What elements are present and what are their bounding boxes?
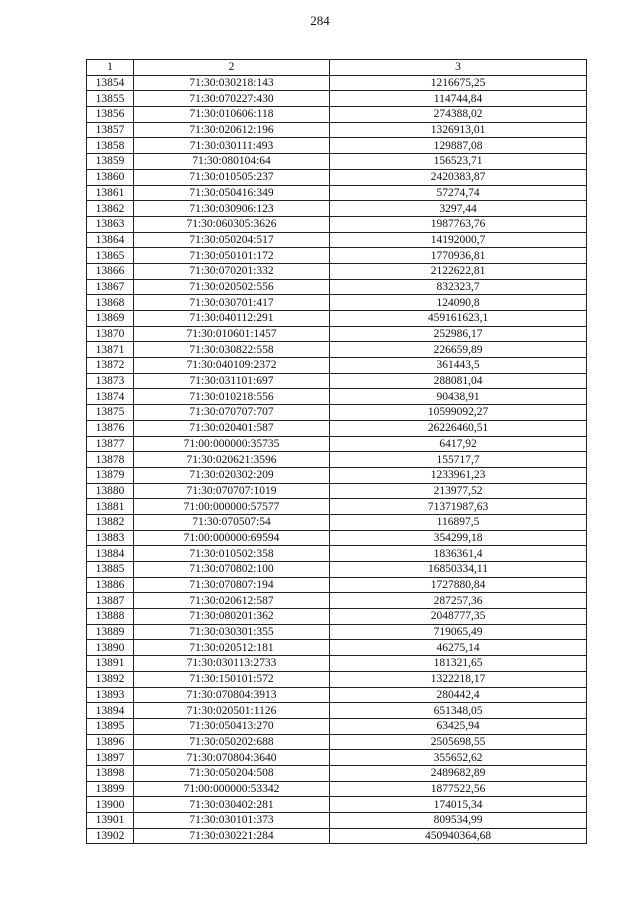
value-cell: 124090,8 <box>330 295 587 311</box>
table-row <box>87 75 587 91</box>
cadastral-number-cell: 71:30:070707:1019 <box>134 483 330 499</box>
value-cell: 213977,52 <box>330 483 587 499</box>
cadastral-number-cell: 71:30:020502:556 <box>134 279 330 295</box>
value-cell: 6417,92 <box>330 436 587 452</box>
table-row <box>87 765 587 781</box>
table-row <box>87 499 587 515</box>
table-row <box>87 389 587 405</box>
cadastral-number-cell: 71:30:030301:355 <box>134 624 330 640</box>
table-row <box>87 703 587 719</box>
value-cell: 156523,71 <box>330 154 587 170</box>
row-number-cell: 13879 <box>87 467 134 483</box>
table-row <box>87 405 587 421</box>
row-number-cell: 13877 <box>87 436 134 452</box>
row-number-cell: 13890 <box>87 640 134 656</box>
cadastral-number-cell: 71:30:010505:237 <box>134 169 330 185</box>
table-row <box>87 718 587 734</box>
table-row <box>87 640 587 656</box>
row-number-cell: 13889 <box>87 624 134 640</box>
table-row <box>87 671 587 687</box>
value-cell: 26226460,51 <box>330 420 587 436</box>
row-number-cell: 13873 <box>87 373 134 389</box>
row-number-cell: 13865 <box>87 248 134 264</box>
cadastral-number-cell: 71:30:070804:3640 <box>134 750 330 766</box>
value-cell: 1836361,4 <box>330 546 587 562</box>
table-row <box>87 546 587 562</box>
table-row <box>87 467 587 483</box>
value-cell: 90438,91 <box>330 389 587 405</box>
row-number-cell: 13892 <box>87 671 134 687</box>
row-number-cell: 13887 <box>87 593 134 609</box>
cadastral-number-cell: 71:30:020612:587 <box>134 593 330 609</box>
table-row <box>87 107 587 123</box>
cadastral-number-cell: 71:30:070227:430 <box>134 91 330 107</box>
row-number-cell: 13882 <box>87 514 134 530</box>
cadastral-number-cell: 71:00:000000:35735 <box>134 436 330 452</box>
row-number-cell: 13885 <box>87 562 134 578</box>
row-number-cell: 13886 <box>87 577 134 593</box>
row-number-cell: 13861 <box>87 185 134 201</box>
cadastral-number-cell: 71:30:030218:143 <box>134 75 330 91</box>
cadastral-number-cell: 71:00:000000:57577 <box>134 499 330 515</box>
value-cell: 274388,02 <box>330 107 587 123</box>
cadastral-number-cell: 71:30:031101:697 <box>134 373 330 389</box>
value-cell: 832323,7 <box>330 279 587 295</box>
table-row <box>87 358 587 374</box>
row-number-cell: 13868 <box>87 295 134 311</box>
cadastral-number-cell: 71:30:030113:2733 <box>134 656 330 672</box>
cadastral-number-cell: 71:30:010601:1457 <box>134 326 330 342</box>
row-number-cell: 13855 <box>87 91 134 107</box>
row-number-cell: 13875 <box>87 405 134 421</box>
value-cell: 2048777,35 <box>330 609 587 625</box>
table-row <box>87 201 587 217</box>
value-cell: 809534,99 <box>330 813 587 829</box>
cadastral-number-cell: 71:30:030822:558 <box>134 342 330 358</box>
value-cell: 2420383,87 <box>330 169 587 185</box>
cadastral-number-cell: 71:30:030701:417 <box>134 295 330 311</box>
row-number-cell: 13870 <box>87 326 134 342</box>
table-row <box>87 216 587 232</box>
table-row <box>87 185 587 201</box>
page-number: 284 <box>310 13 330 28</box>
value-cell: 46275,14 <box>330 640 587 656</box>
value-cell: 2489682,89 <box>330 765 587 781</box>
cadastral-number-cell: 71:30:050204:508 <box>134 765 330 781</box>
table-row <box>87 279 587 295</box>
cadastral-number-cell: 71:30:020512:181 <box>134 640 330 656</box>
value-cell: 1987763,76 <box>330 216 587 232</box>
table-row <box>87 813 587 829</box>
table-row <box>87 577 587 593</box>
row-number-cell: 13896 <box>87 734 134 750</box>
row-number-cell: 13858 <box>87 138 134 154</box>
value-cell: 71371987,63 <box>330 499 587 515</box>
row-number-cell: 13891 <box>87 656 134 672</box>
table-row <box>87 342 587 358</box>
row-number-cell: 13895 <box>87 718 134 734</box>
row-number-cell: 13856 <box>87 107 134 123</box>
table-row <box>87 420 587 436</box>
cadastral-number-cell: 71:30:010218:556 <box>134 389 330 405</box>
cadastral-number-cell: 71:30:050202:688 <box>134 734 330 750</box>
cadastral-number-cell: 71:30:070802:100 <box>134 562 330 578</box>
value-cell: 16850334,11 <box>330 562 587 578</box>
table-row <box>87 483 587 499</box>
row-number-cell: 13854 <box>87 75 134 91</box>
row-number-cell: 13888 <box>87 609 134 625</box>
value-cell: 1770936,81 <box>330 248 587 264</box>
value-cell: 719065,49 <box>330 624 587 640</box>
row-number-cell: 13883 <box>87 530 134 546</box>
row-number-cell: 13898 <box>87 765 134 781</box>
value-cell: 226659,89 <box>330 342 587 358</box>
table-row <box>87 326 587 342</box>
cadastral-number-cell: 71:30:050416:349 <box>134 185 330 201</box>
cadastral-number-cell: 71:30:010606:118 <box>134 107 330 123</box>
row-number-cell: 13872 <box>87 358 134 374</box>
row-number-cell: 13880 <box>87 483 134 499</box>
value-cell: 450940364,68 <box>330 828 587 844</box>
value-cell: 181321,65 <box>330 656 587 672</box>
table-row <box>87 750 587 766</box>
row-number-cell: 13902 <box>87 828 134 844</box>
value-cell: 1727880,84 <box>330 577 587 593</box>
cadastral-number-cell: 71:30:070707:707 <box>134 405 330 421</box>
cadastral-number-cell: 71:30:020501:1126 <box>134 703 330 719</box>
cadastral-number-cell: 71:30:050101:172 <box>134 248 330 264</box>
value-cell: 354299,18 <box>330 530 587 546</box>
table-row <box>87 687 587 703</box>
table-row <box>87 232 587 248</box>
row-number-cell: 13863 <box>87 216 134 232</box>
value-cell: 287257,36 <box>330 593 587 609</box>
cadastral-number-cell: 71:30:030101:373 <box>134 813 330 829</box>
cadastral-number-cell: 71:30:080201:362 <box>134 609 330 625</box>
cadastral-number-cell: 71:30:060305:3626 <box>134 216 330 232</box>
column-header-3: 3 <box>330 60 587 76</box>
row-number-cell: 13869 <box>87 311 134 327</box>
cadastral-number-cell: 71:30:020302:209 <box>134 467 330 483</box>
table-row <box>87 514 587 530</box>
row-number-cell: 13893 <box>87 687 134 703</box>
value-cell: 459161623,1 <box>330 311 587 327</box>
table-row <box>87 138 587 154</box>
value-cell: 280442,4 <box>330 687 587 703</box>
row-number-cell: 13874 <box>87 389 134 405</box>
cadastral-number-cell: 71:30:030402:281 <box>134 797 330 813</box>
cadastral-number-cell: 71:30:020612:196 <box>134 122 330 138</box>
table-row <box>87 656 587 672</box>
table-row <box>87 562 587 578</box>
table-row <box>87 122 587 138</box>
cadastral-number-cell: 71:30:030111:493 <box>134 138 330 154</box>
value-cell: 1233961,23 <box>330 467 587 483</box>
row-number-cell: 13878 <box>87 452 134 468</box>
cadastral-number-cell: 71:30:050413:270 <box>134 718 330 734</box>
table-row <box>87 530 587 546</box>
table-row <box>87 169 587 185</box>
row-number-cell: 13864 <box>87 232 134 248</box>
table-row <box>87 609 587 625</box>
table-header <box>87 60 587 76</box>
row-number-cell: 13881 <box>87 499 134 515</box>
value-cell: 1322218,17 <box>330 671 587 687</box>
table-row <box>87 797 587 813</box>
value-cell: 1216675,25 <box>330 75 587 91</box>
value-cell: 3297,44 <box>330 201 587 217</box>
cadastral-number-cell: 71:30:010502:358 <box>134 546 330 562</box>
row-number-cell: 13894 <box>87 703 134 719</box>
value-cell: 2122622,81 <box>330 263 587 279</box>
cadastral-number-cell: 71:30:050204:517 <box>134 232 330 248</box>
table-row <box>87 828 587 844</box>
cadastral-number-cell: 71:30:080104:64 <box>134 154 330 170</box>
value-cell: 1326913,01 <box>330 122 587 138</box>
table-row <box>87 734 587 750</box>
value-cell: 14192000,7 <box>330 232 587 248</box>
row-number-cell: 13860 <box>87 169 134 185</box>
value-cell: 361443,5 <box>330 358 587 374</box>
table-row <box>87 263 587 279</box>
table-row <box>87 436 587 452</box>
data-table <box>86 59 587 844</box>
table-body <box>87 75 587 844</box>
cadastral-number-cell: 71:00:000000:53342 <box>134 781 330 797</box>
row-number-cell: 13897 <box>87 750 134 766</box>
value-cell: 355652,62 <box>330 750 587 766</box>
table-row <box>87 154 587 170</box>
value-cell: 288081,04 <box>330 373 587 389</box>
row-number-cell: 13899 <box>87 781 134 797</box>
cadastral-number-cell: 71:30:030906:123 <box>134 201 330 217</box>
cadastral-number-cell: 71:30:070807:194 <box>134 577 330 593</box>
row-number-cell: 13871 <box>87 342 134 358</box>
table-row <box>87 248 587 264</box>
table-row <box>87 624 587 640</box>
column-header-1: 1 <box>87 60 134 76</box>
row-number-cell: 13862 <box>87 201 134 217</box>
table-row <box>87 295 587 311</box>
cadastral-number-cell: 71:30:040112:291 <box>134 311 330 327</box>
cadastral-number-cell: 71:30:030221:284 <box>134 828 330 844</box>
row-number-cell: 13876 <box>87 420 134 436</box>
value-cell: 10599092,27 <box>330 405 587 421</box>
value-cell: 2505698,55 <box>330 734 587 750</box>
value-cell: 1877522,56 <box>330 781 587 797</box>
row-number-cell: 13867 <box>87 279 134 295</box>
table-row <box>87 781 587 797</box>
row-number-cell: 13900 <box>87 797 134 813</box>
cadastral-number-cell: 71:30:020401:587 <box>134 420 330 436</box>
row-number-cell: 13884 <box>87 546 134 562</box>
cadastral-number-cell: 71:30:020621:3596 <box>134 452 330 468</box>
value-cell: 116897,5 <box>330 514 587 530</box>
cadastral-number-cell: 71:30:070804:3913 <box>134 687 330 703</box>
cadastral-number-cell: 71:30:070507:54 <box>134 514 330 530</box>
cadastral-number-cell: 71:00:000000:69594 <box>134 530 330 546</box>
header-row <box>87 60 587 76</box>
value-cell: 252986,17 <box>330 326 587 342</box>
cadastral-number-cell: 71:30:070201:332 <box>134 263 330 279</box>
value-cell: 129887,08 <box>330 138 587 154</box>
value-cell: 651348,05 <box>330 703 587 719</box>
value-cell: 57274,74 <box>330 185 587 201</box>
value-cell: 155717,7 <box>330 452 587 468</box>
table-row <box>87 593 587 609</box>
row-number-cell: 13859 <box>87 154 134 170</box>
cadastral-number-cell: 71:30:040109:2372 <box>134 358 330 374</box>
row-number-cell: 13901 <box>87 813 134 829</box>
column-header-2: 2 <box>134 60 330 76</box>
table-row <box>87 91 587 107</box>
table-row <box>87 311 587 327</box>
table-row <box>87 452 587 468</box>
row-number-cell: 13857 <box>87 122 134 138</box>
value-cell: 63425,94 <box>330 718 587 734</box>
cadastral-number-cell: 71:30:150101:572 <box>134 671 330 687</box>
value-cell: 114744,84 <box>330 91 587 107</box>
row-number-cell: 13866 <box>87 263 134 279</box>
table-row <box>87 373 587 389</box>
value-cell: 174015,34 <box>330 797 587 813</box>
